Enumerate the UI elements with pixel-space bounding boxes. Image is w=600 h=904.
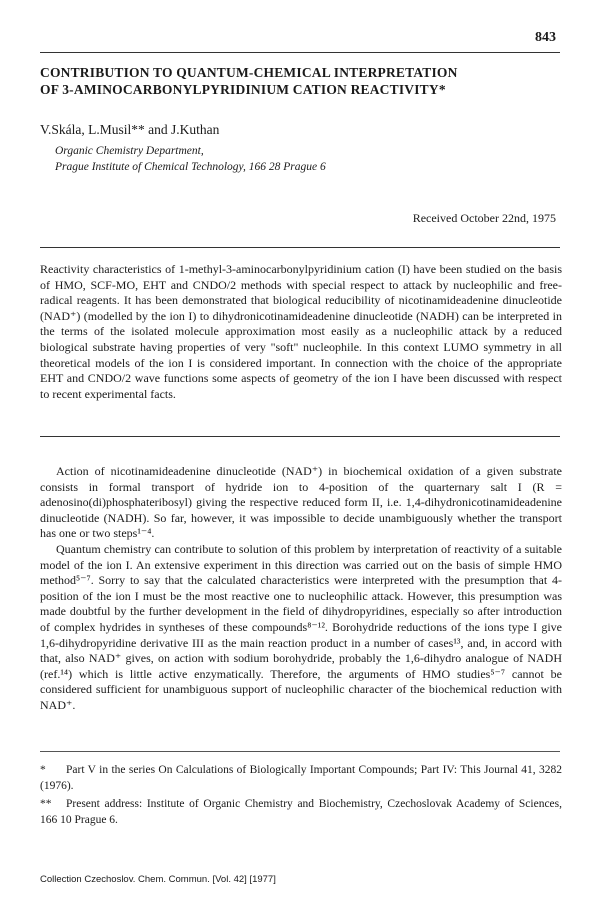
received-date: Received October 22nd, 1975: [412, 211, 556, 225]
footnote-1: [40, 763, 562, 794]
footnote-2: [40, 797, 562, 828]
affiliation-line-1: Organic Chemistry Department,: [55, 145, 204, 157]
article-title: [40, 64, 560, 98]
paragraph-2: Quantum chemistry can contribute to solution of this problem by interpretation of reactivity of a suitable model of the ion I. An extensive experiment in this direction was carried out on the basis of simple HMO method⁵⁻⁷. Sorry to say that the calculated characteristics were interpreted with the presumption that 4-position of the ion I must be the most reactive one to nucleophilic attack. However, this presumption was made doubtful by the further development in the field of dihydropyridines, especially so after introduction of complex hydrides in syntheses of these compounds⁸⁻¹². Borohydride reductions of the ions type I give 1,6-dihydropyridine derivative III as the main reaction product in a number of cases¹³, and, in accord with that, also NAD⁺ gives, on action with sodium borohydride, probably the 1,6-dihydro analogue of NADH (ref.¹⁴) which is little active enzymatically. Therefore, the arguments of HMO studies⁵⁻⁷ cannot be considered sufficient for unambiguous support of nucleophilic character of the biochemical reduction with NAD⁺.: [40, 541, 562, 712]
affiliation: [55, 143, 326, 175]
footnote-1-text: Part V in the series On Calculations of Biologically Important Compounds; Part IV: This Journal 41, 3282 (1976).: [40, 764, 562, 792]
abstract-bottom-rule: [40, 436, 560, 437]
abstract: Reactivity characteristics of 1-methyl-3-aminocarbonylpyridinium cation (I) have been studied on the basis of HMO, SCF-MO, EHT and CNDO/2 methods with special respect to attack by nucleophilic and free-radical reagents. It has been demonstrated that biological reducibility of nicotinamideadenine dinucleotide (NAD⁺) (modelled by the ion I) to dihydronicotinamideadenine dinucleotide (NADH) can be interpreted in the terms of the isolated molecule approximation most easily as a nucleophilic attack by a reduced biological substrate having properties of very "soft" nucleophile. In this context LUMO symmetry in all theoretical models of the ion I is considered important. In connection with the choice of the appropriate EHT and CNDO/2 wave functions some aspects of geometry of the ion I have been discussed with respect to recent experimental facts.: [40, 262, 562, 401]
page-number: 843: [535, 30, 556, 45]
footnote-2-mark: **: [40, 798, 52, 810]
title-line-1: CONTRIBUTION TO QUANTUM-CHEMICAL INTERPRETATION: [40, 65, 458, 80]
journal-citation: Collection Czechoslov. Chem. Commun. [Vol. 42] [1977]: [40, 874, 276, 885]
body-text: [40, 464, 562, 714]
abstract-top-rule: [40, 247, 560, 248]
header-rule: [40, 52, 560, 53]
paragraph-1: Action of nicotinamideadenine dinucleotide (NAD⁺) in biochemical oxidation of a given substrate consists in formal transport of hydride ion to 4-position of the quarternary salt I (R = adenosino(di)phosphateribosyl) giving the respective reduced form II, i.e. 1,4-dihydronicotinamideadenine dinucleotide (NADH). So far, however, it was impossible to decide unambiguously whether the transport has one or two steps¹⁻⁴.: [40, 464, 562, 541]
footnotes: [40, 763, 562, 831]
author-list: V.Skála, L.Musil** and J.Kuthan: [40, 122, 220, 137]
footnote-rule: [40, 751, 560, 752]
footnote-2-text: Present address: Institute of Organic Chemistry and Biochemistry, Czechoslovak Academy of Sciences, 166 10 Prague 6.: [40, 798, 562, 826]
title-line-2: OF 3-AMINOCARBONYLPYRIDINIUM CATION REACTIVITY*: [40, 82, 446, 97]
footnote-1-mark: *: [40, 764, 46, 776]
affiliation-line-2: Prague Institute of Chemical Technology, 166 28 Prague 6: [55, 161, 326, 173]
